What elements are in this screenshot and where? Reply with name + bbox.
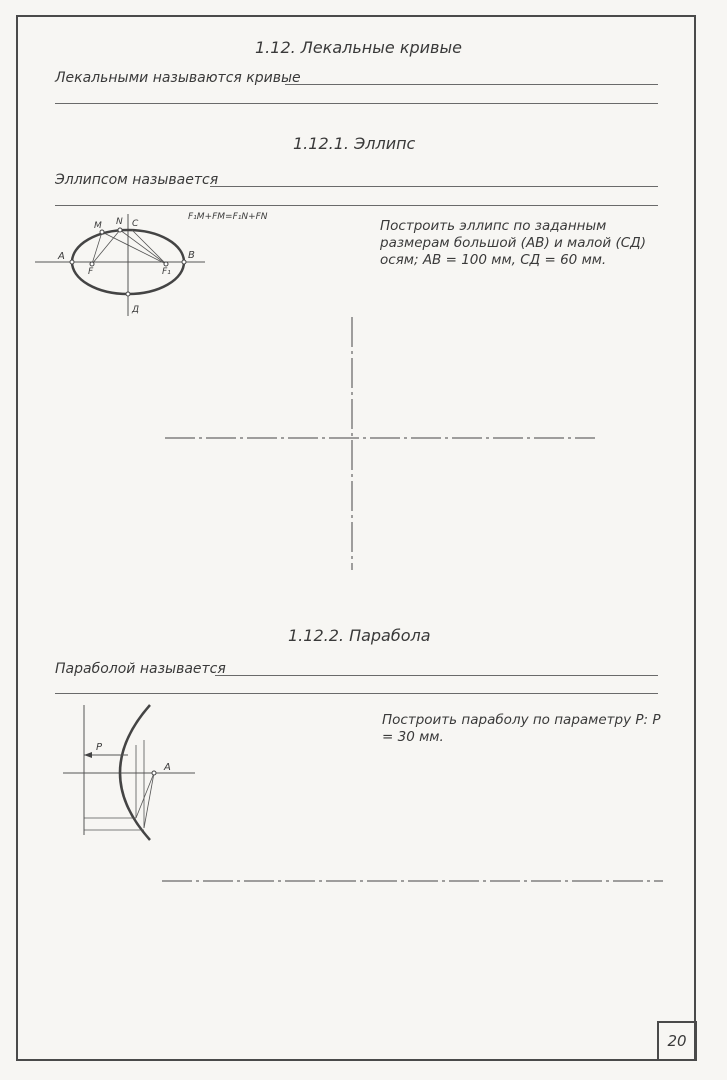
ellipse-diagram xyxy=(30,212,210,318)
ellipse-definition-label: Эллипсом называется xyxy=(55,172,219,188)
label-n: N xyxy=(116,217,123,227)
label-f: F xyxy=(88,267,94,277)
section-definition-label: Лекальными называются кривые xyxy=(55,70,301,86)
label-b: B xyxy=(188,250,195,261)
page-number: 20 xyxy=(657,1021,697,1061)
ellipse-formula: F₁M+FM=F₁N+FN xyxy=(188,212,268,222)
answer-line xyxy=(55,103,658,104)
answer-line xyxy=(55,693,658,694)
parabola-task: Построить параболу по параметру Р: Р = 30 мм. xyxy=(382,712,661,745)
answer-line xyxy=(55,205,658,206)
label-m: M xyxy=(94,221,102,231)
label-d: Д xyxy=(132,305,140,315)
parabola-title: 1.12.2. Парабола xyxy=(288,626,431,645)
section-title: 1.12. Лекальные кривые xyxy=(255,38,462,57)
parabola-construction-axis xyxy=(160,876,665,886)
parabola-diagram xyxy=(60,700,200,845)
answer-line xyxy=(285,84,658,85)
ellipse-task: Построить эллипс по заданным размерам большой (АВ) и малой (СД) осям; АВ = 100 мм, СД = 60 мм. xyxy=(380,218,646,268)
ellipse-title: 1.12.1. Эллипс xyxy=(293,134,416,153)
label-f1: F₁ xyxy=(162,267,171,277)
label-a-parabola: A xyxy=(164,762,171,773)
label-a: A xyxy=(58,251,65,262)
label-c: C xyxy=(132,219,139,229)
ellipse-construction-axes xyxy=(160,315,600,575)
label-p: P xyxy=(96,742,103,753)
answer-line xyxy=(215,675,658,676)
answer-line xyxy=(210,186,658,187)
parabola-definition-label: Параболой называется xyxy=(55,661,226,677)
